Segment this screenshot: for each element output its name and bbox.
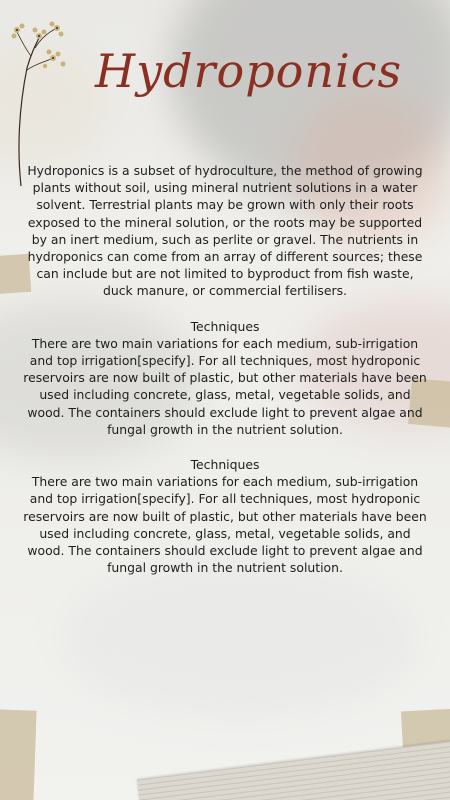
section-body: There are two main variations for each medium, sub-irrigation and top irrigation[specify]. For all techniques, most hydroponic reservoirs are now built of plastic, but other materials have been used including concrete, glass, metal, vegetable solids, and wood. The containers should exclude light to prevent algae and fungal growth in the nutrient solution. — [23, 335, 427, 437]
section-heading: Techniques — [190, 457, 260, 473]
masking-tape — [0, 709, 37, 800]
intro-paragraph: Hydroponics is a subset of hydroculture, the method of growing plants without soil, using mineral nutrient solutions in a water solvent. Terrestrial plants may be grown with only their roots exposed to the mineral solution, or the roots may be supported by an inert medium, such as perlite or gravel. The nutrients in hydroponics can come from an array of different sources; these can include but are not limited to byproduct from fish waste, duck manure, or commercial fertilisers. — [27, 163, 423, 299]
section-heading: Techniques — [190, 318, 260, 334]
page-title: Hydroponics — [95, 44, 403, 98]
article-body — [22, 162, 428, 576]
dried-flower-icon — [5, 8, 75, 188]
section-body: There are two main variations for each medium, sub-irrigation and top irrigation[specify]. For all techniques, most hydroponic reservoirs are now built of plastic, but other materials have been used including concrete, glass, metal, vegetable solids, and wood. The containers should exclude light to prevent algae and fungal growth in the nutrient solution. — [23, 474, 427, 576]
